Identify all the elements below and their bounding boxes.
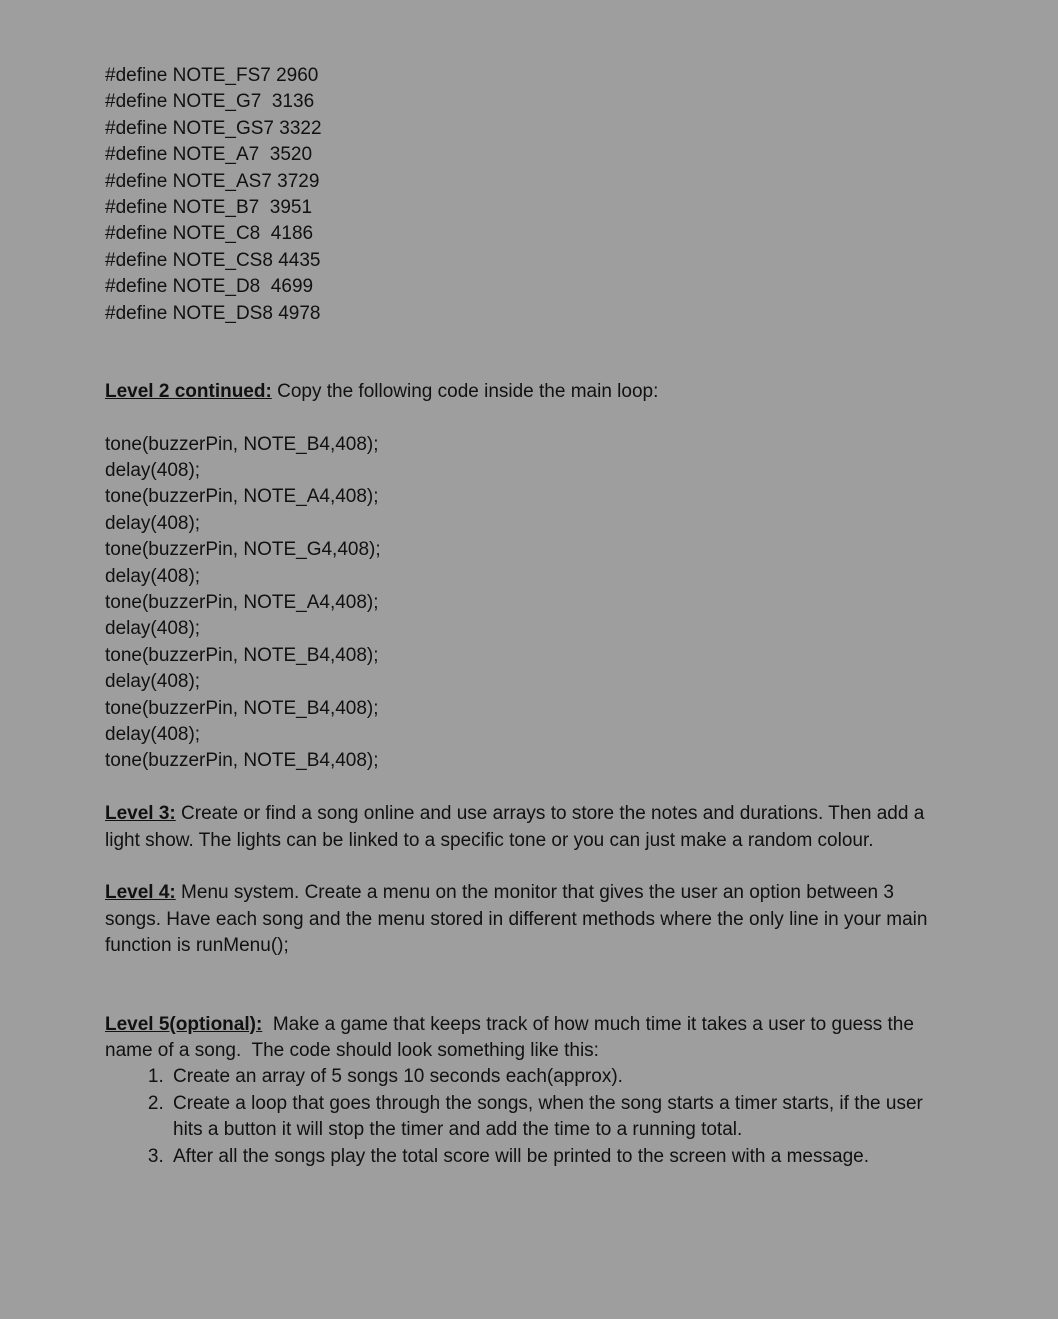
level-4-text: Menu system. Create a menu on the monitor that gives the user an option between 3 songs. Have each song and the menu stored in different methods where the only line in your main function is runMenu(); (105, 882, 928, 957)
code-line: tone(buzzerPin, NOTE_B4,408); (105, 433, 379, 455)
code-line: tone(buzzerPin, NOTE_A4,408); (105, 592, 379, 614)
level-5-label: Level 5(optional): (105, 1013, 263, 1035)
level-2-text: Copy the following code inside the main loop: (271, 380, 659, 402)
list-item: 2. Create a loop that goes through the songs, when the song starts a timer starts, if the user hits a button it will stop the timer and add the time to a running total. (169, 1091, 935, 1144)
define-line: #define NOTE_G7 3136 (105, 91, 315, 113)
code-line: tone(buzzerPin, NOTE_B4,408); (105, 750, 379, 772)
document-page (105, 63, 935, 1170)
level-2-label: Level 2 continued: (105, 380, 272, 402)
level-5-text: Make a game that keeps track of how much time it takes a user to guess the name of a song. The code should look something like this: (105, 1013, 920, 1061)
level-3-label: Level 3: (105, 803, 176, 825)
define-line: #define NOTE_A7 3520 (105, 144, 313, 166)
level-4-paragraph (105, 880, 935, 959)
level-2-paragraph (105, 379, 935, 405)
level-4-label: Level 4: (105, 882, 176, 904)
code-line: tone(buzzerPin, NOTE_A4,408); (105, 486, 379, 508)
define-line: #define NOTE_AS7 3729 (105, 170, 320, 192)
level-3-text: Create or find a song online and use arrays to store the notes and durations. Then add a light show. The lights can be linked to a specific tone or you can just make a random colour. (105, 803, 925, 851)
define-line: #define NOTE_B7 3951 (105, 196, 313, 218)
level-3-paragraph (105, 801, 935, 854)
code-line: delay(408); (105, 460, 201, 482)
level-5-steps (105, 1064, 935, 1170)
code-line: tone(buzzerPin, NOTE_B4,408); (105, 697, 379, 719)
define-line: #define NOTE_DS8 4978 (105, 302, 321, 324)
list-item: 1. Create an array of 5 songs 10 seconds each(approx). (169, 1064, 935, 1090)
define-line: #define NOTE_FS7 2960 (105, 65, 319, 86)
list-item: 3. After all the songs play the total score will be printed to the screen with a message. (169, 1144, 935, 1170)
code-line: tone(buzzerPin, NOTE_G4,408); (105, 539, 381, 561)
define-line: #define NOTE_D8 4699 (105, 276, 314, 298)
define-line: #define NOTE_CS8 4435 (105, 249, 321, 271)
code-block (105, 432, 935, 775)
code-line: delay(408); (105, 671, 201, 693)
code-line: delay(408); (105, 512, 201, 534)
code-line: tone(buzzerPin, NOTE_B4,408); (105, 644, 379, 666)
code-line: delay(408); (105, 618, 201, 640)
define-block (105, 63, 935, 327)
define-line: #define NOTE_GS7 3322 (105, 117, 322, 139)
level-5-paragraph (105, 1012, 935, 1065)
code-line: delay(408); (105, 724, 201, 745)
code-line: delay(408); (105, 565, 201, 587)
define-line: #define NOTE_C8 4186 (105, 223, 314, 245)
